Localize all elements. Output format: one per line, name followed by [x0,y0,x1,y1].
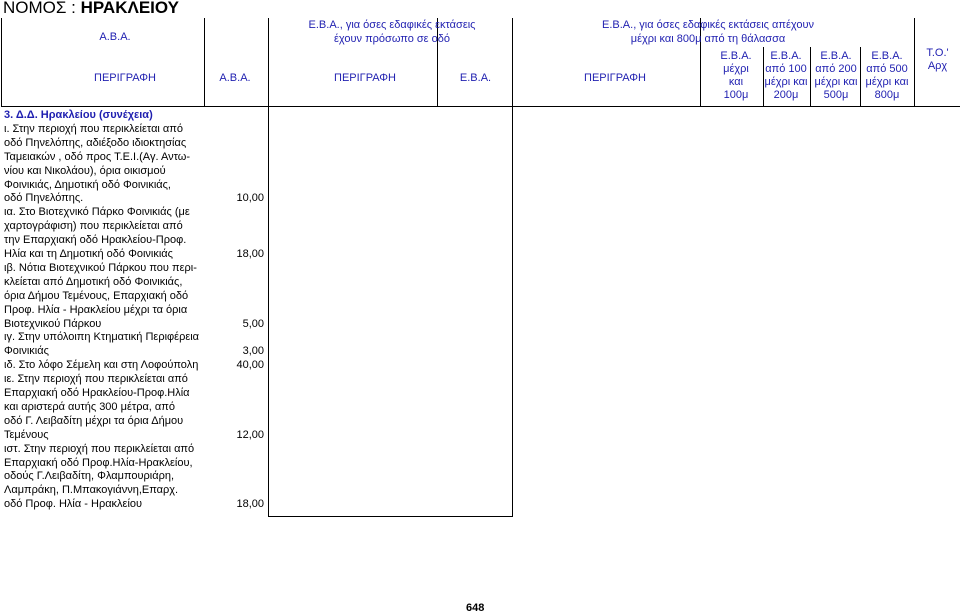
subcol-500-800: Ε.Β.Α. από 500 μέχρι και 800μ [865,50,909,101]
entry-line: Φοινικιάς, Δημοτική οδό Φοινικιάς, [4,178,171,191]
entry-line: Βιοτεχνικού Πάρκου [4,317,102,330]
entry-line: και αριστερά αυτής 300 μέτρα, από [4,400,175,413]
entry-line: ιβ. Νότια Βιοτεχνικού Πάρκου που περι- [4,261,197,274]
header-aba-1: Α.Β.Α. [219,72,251,84]
bottom-rule [268,516,513,517]
entry-line: ιδ. Στο λόφο Σέμελη και στη Λοφούπολη [4,359,199,372]
entry-line: Ταμειακών , οδό προς Τ.Ε.Ι.(Αγ. Αντω- [4,150,191,163]
header-group-road-line2: έχουν πρόσωπο σε οδό [334,33,450,45]
header-group-sea-line2: μέχρι και 800μ από τη θάλασσα [630,33,786,45]
entry-value-aba: 12,00 [236,428,264,441]
grid-line [268,18,269,516]
page-number: 648 [466,602,485,614]
entry-line: οδό Πηνελόπης. [4,192,84,205]
entry-line: οδούς Γ.Λειβαδίτη, Φλαμπουριάρη, [4,470,175,483]
entry-line: 3. Δ.Δ. Ηρακλείου (συνέχεια) [4,109,153,121]
entry-line: οδό Γ. Λειβαδίτη μέχρι τα όρια Δήμου [4,414,184,427]
grid-line [512,18,513,516]
header-aa: Α.Β.Α. [99,31,131,43]
entry-line: ιστ. Στην περιοχή που περικλείεται από [4,442,195,455]
entry-line: Ηλία και τη Δημοτική οδό Φοινικιάς [4,248,173,260]
entry-line: την Επαρχιακή οδό Ηρακλείου-Προφ. [4,234,187,247]
header-description-2: ΠΕΡΙΓΡΑΦΗ [334,72,396,84]
header-group-sea-line1: Ε.Β.Α., για όσες εδαφικές εκτάσεις απέχουν [602,19,814,31]
header-description-1: ΠΕΡΙΓΡΑΦΗ [94,72,156,84]
header-to: Τ.Ο.' Αρχ [926,47,949,72]
entry-line: Λαμπράκη, Π.Μπακογιάννη,Επαρχ. [4,484,179,497]
entry-line: Επαρχιακή οδό Ηρακλείου-Προφ.Ηλία [4,387,190,399]
subcol-upto-100: Ε.Β.Α. μέχρι και 100μ [720,50,752,101]
entry-line: οδό Προφ. Ηλία - Ηρακλείου [4,498,143,511]
page-title [3,0,179,18]
entry-value-aba: 10,00 [236,192,264,205]
header-eba-2: Ε.Β.Α. [459,72,492,84]
entry-value-aba: 3,00 [242,345,264,358]
prefecture-prefix: ΝΟΜΟΣ : [3,0,76,17]
header-description-3: ΠΕΡΙΓΡΑΦΗ [584,72,646,84]
subcol-100-200: Ε.Β.Α. από 100 μέχρι και 200μ [764,50,808,101]
entry-line: χαρτογράφιση) που περικλείεται από [4,220,183,233]
entry-line: ι. Στην περιοχή που περικλείεται από [4,122,183,135]
entry-value-aba: 5,00 [242,317,264,330]
grid-line [1,18,2,106]
entry-value-aba: 40,00 [236,359,264,372]
prefecture-name: ΗΡΑΚΛΕΙΟΥ [80,0,179,17]
entry-line: Επαρχιακή οδό Προφ.Ηλία-Ηρακλείου, [4,456,193,469]
grid-line [204,18,205,106]
entry-line: Τεμένους [4,428,49,441]
entry-line: Φοινικιάς [4,345,49,358]
entry-line: ιε. Στην περιοχή που περικλείεται από [4,373,188,386]
header-bottom-rule [1,106,960,107]
entry-line: νίου και Νικολάου), όρια οικισμού [4,164,166,177]
entry-value-aba: 18,00 [236,248,264,260]
entry-line: ια. Στο Βιοτεχνικό Πάρκο Φοινικιάς (με [4,206,190,219]
entry-line: όρια Δήμου Τεμένους, Επαρχιακή οδό [4,289,189,302]
entry-line: κλείεται από Δημοτική οδό Φοινικιάς, [4,275,183,288]
entry-line: οδό Πηνελόπης, αδιέξοδο ιδιοκτησίας [4,136,187,149]
entry-line: Προφ. Ηλία - Ηρακλείου μέχρι τα όρια [4,303,188,316]
header-group-road-line1: Ε.Β.Α., για όσες εδαφικές εκτάσεις [308,19,476,31]
entry-value-aba: 18,00 [236,498,264,511]
subcol-200-500: Ε.Β.Α. από 200 μέχρι και 500μ [814,50,858,101]
entry-line: ιγ. Στην υπόλοιπη Κτηματική Περιφέρεια [4,331,200,344]
